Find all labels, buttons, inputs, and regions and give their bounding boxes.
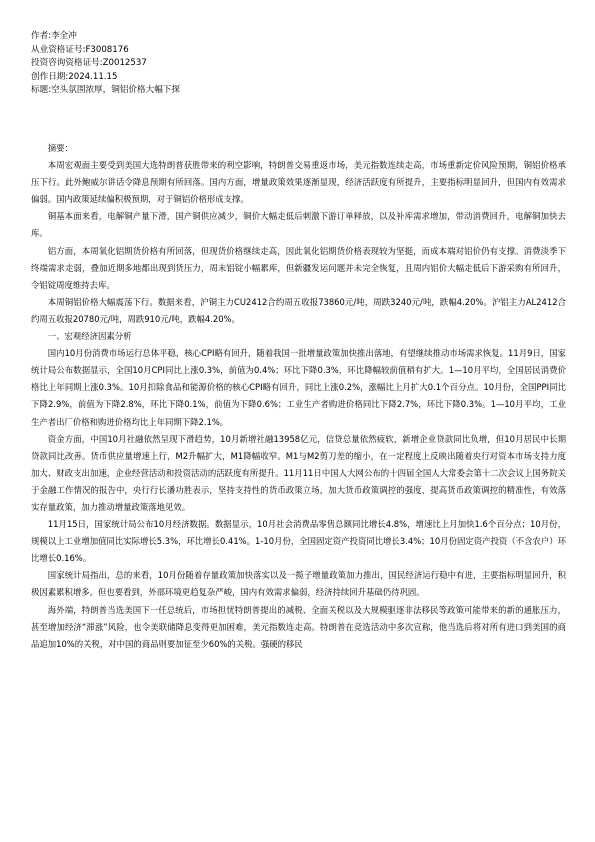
document-meta <box>31 30 180 98</box>
document-body <box>31 140 566 653</box>
title-line: 标题:空头氛围浓厚，铜铝价格大幅下探 <box>31 85 180 96</box>
consult-cert-line: 投资咨询资格证号:Z0012537 <box>31 58 147 69</box>
author-line: 作者:李全冲 <box>31 31 77 41</box>
paragraph: 本周宏观面主要受到美国大选特朗普获胜带来的利空影响，特朗普交易重返市场，美元指数连续走高，市场重新定价风险预期，铜铝价格承压下行。此外鲍威尔讲话令降息预期有所回落。国内方面，增量政策效果逐渐显现，经济活跃度有所提升，主要指标明显回升，但国内有效需求偏弱。国内政策延续偏积极预期，对于铜铝价格形成支撑。 <box>31 160 566 205</box>
paragraph: 11月15日，国家统计局公布10月经济数据。数据显示，10月社会消费品零售总额同比增长4.8%，增速比上月加快1.6个百分点；10月份，规模以上工业增加值同比实际增长5.3%，环比增长0.41%。1-10月份，全国固定资产投资同比增长3.4%；10月份固定资产投资（不含农户）环比增长0.16%。 <box>31 519 566 564</box>
paragraph: 铝方面，本周氧化铝期货价格有所回落，但现货价格继续走高，因此氧化铝期货价格表现较为坚挺，而成本端对铝价仍有支撑。消费淡季下终端需求走弱，叠加近期多地都出现到货压力，周末铝锭小幅累库，但新疆发运问题并未完全恢复，且周内铝价大幅走低后下游采购有所回升，令铝锭周度维持去库。 <box>31 245 566 290</box>
section-heading: 一、宏观经济因素分析 <box>47 331 132 342</box>
paragraph: 国家统计局指出，总的来看，10月份随着存量政策加快落实以及一揽子增量政策加力推出，国民经济运行稳中有进，主要指标明显回升，积极因素累积增多。但也要看到，外部环境更趋复杂严峻，国内有效需求偏弱，经济持续回升基础仍待巩固。 <box>31 570 566 598</box>
paragraph: 资金方面，中国10月社融依然呈现下滑趋势，10月新增社融13958亿元，信贷总量依然疲软，新增企业贷款同比负增，但10月居民中长期贷款同比改善。货币供应量增速上行，M2升幅扩大，M1降幅收窄。M1与M2剪刀差的缩小，在一定程度上反映出随着央行对资本市场支持力度加大、财政支出加速，企业经营活动和投资活动的活跃度有所提升。11月11日中国人大网公布的十四届全国人大常委会第十二次会议上国务院关于金融工作情况的报告中，央行行长潘功胜表示，坚持支持性的货币政策立场，加大货币政策调控的强度，提高货币政策调控的精准性，有效落实存量政策，加力推动增量政策落地见效。 <box>31 433 566 512</box>
paragraph: 本周铜铝价格大幅震荡下行。数据来看，沪铜主力CU2412合约周五收报73860元/吨，周跌3240元/吨，跌幅4.20%。沪铝主力AL2412合约周五收报20780元/吨，周跌910元/吨，跌幅4.20%。 <box>31 296 566 324</box>
paragraph: 海外端，特朗普当选美国下一任总统后，市场担忧特朗普提出的减税、全面关税以及大规模驱逐非法移民等政策可能带来的新的通胀压力，甚至增加经济“滞涨”风险，也令美联储降息变得更加困难，美元指数连走高。特朗普在竞选活动中多次宣称，他当选后将对所有进口到美国的商品追加10%的关税，对中国的商品则要加征至少60%的关税。强硬的移民 <box>31 604 566 649</box>
paragraph: 国内10月份消费市场运行总体平稳，核心CPI略有回升，随着我国一批增量政策加快推出落地，有望继续推动市场需求恢复。11月9日，国家统计局公布数据显示，全国10月CPI同比上涨0.3%，前值为0.4%；环比下降0.3%，环比降幅较前值稍有扩大。1—10月平均，全国居民消费价格比上年同期上涨0.3%。10月扣除食品和能源价格的核心CPI略有回升，同比上涨0.2%，涨幅比上月扩大0.1个百分点。10月份，全国PPI同比下降2.9%，前值为下降2.8%，环比下降0.1%，前值为下降0.6%；工业生产者购进价格同比下降2.7%，环比下降0.3%。1—10月平均，工业生产者出厂价格和购进价格均比上年同期下降2.1%。 <box>31 348 566 427</box>
paragraph: 铜基本面来看，电解铜产量下滑，国产铜供应减少，铜价大幅走低后刺激下游订单释放，以及补库需求增加，带动消费回升，电解铜加快去库。 <box>31 211 566 239</box>
cert-line: 从业资格证号:F3008176 <box>31 44 129 55</box>
date-line: 创作日期:2024.11.15 <box>31 71 118 82</box>
abstract-heading: 摘要： <box>47 143 73 153</box>
